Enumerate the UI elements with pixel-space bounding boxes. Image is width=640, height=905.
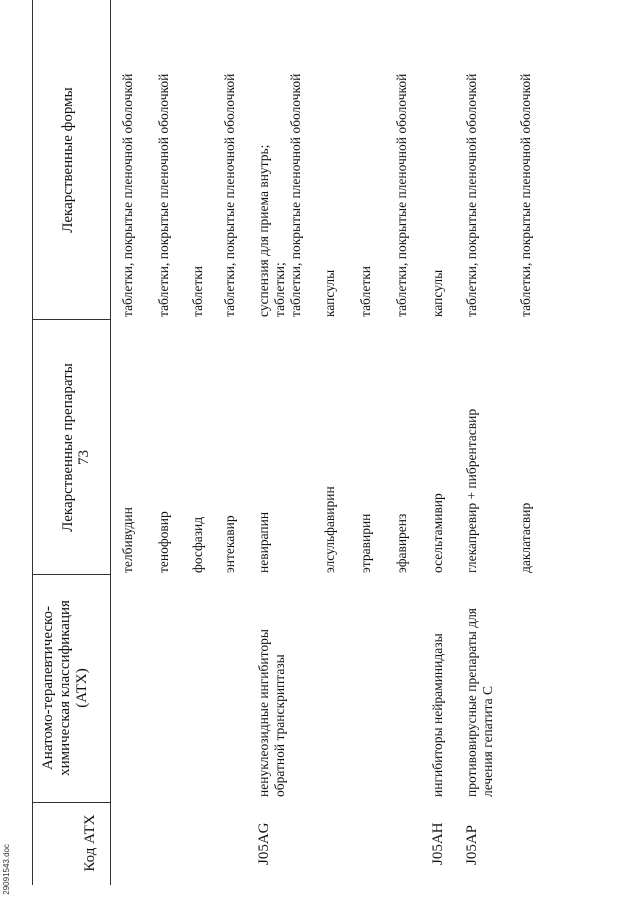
drug-name: этравирин [358,513,373,573]
drug-name: невирапин [256,511,271,573]
dosage-form: таблетки, покрытые пленочной оболочкой [518,73,533,317]
header-atc: Анатомо-терапевтическо-химическая классификация (АТХ) [40,600,90,776]
drug-name: осельтамивир [430,493,445,573]
dosage-form: суспензия для приема внутрь; [256,144,271,317]
atc-code: J05AG [256,822,272,865]
drug-name: фосфазид [190,516,205,573]
document-filename: 29091543.doc [2,844,11,895]
dosage-form: таблетки, покрытые пленочной оболочкой [464,73,479,317]
header-code: Код АТХ [82,814,98,872]
drug-name: телбивудин [120,507,135,573]
column-divider [32,802,110,803]
atc-group: лечения гепатита C [480,686,495,797]
dosage-form: капсулы [322,269,337,317]
drug-name: энтекавир [222,515,237,573]
table-top-rule [32,0,33,885]
dosage-form: таблетки, покрытые пленочной оболочкой [120,73,135,317]
drug-name: глекапревир + пибрентасвир [464,408,479,573]
table-header-rule [110,0,111,885]
atc-code: J05AP [464,824,480,865]
atc-group: противовирусные препараты для [464,607,479,797]
atc-group: ингибиторы нейраминидазы [430,633,445,797]
header-forms: Лекарственные формы [60,87,76,233]
dosage-form: таблетки, покрытые пленочной оболочкой [394,73,409,317]
dosage-form: таблетки; [272,262,287,317]
dosage-form: таблетки [190,265,205,317]
header-drugs: Лекарственные препараты [60,363,76,532]
page-number: 73 [76,450,92,465]
drug-name: тенофовир [156,511,171,573]
drug-name: элсульфавирин [322,486,337,573]
atc-group: обратной транскриптазы [272,654,287,797]
drug-name: даклатасвир [518,502,533,573]
dosage-form: таблетки, покрытые пленочной оболочкой [222,73,237,317]
dosage-form: капсулы [430,269,445,317]
atc-group: ненуклеозидные ингибиторы [256,629,271,797]
drug-name: эфавиренз [394,513,409,573]
atc-code: J05AH [430,822,446,865]
dosage-form: таблетки, покрытые пленочной оболочкой [288,73,303,317]
dosage-form: таблетки, покрытые пленочной оболочкой [156,73,171,317]
dosage-form: таблетки [358,265,373,317]
